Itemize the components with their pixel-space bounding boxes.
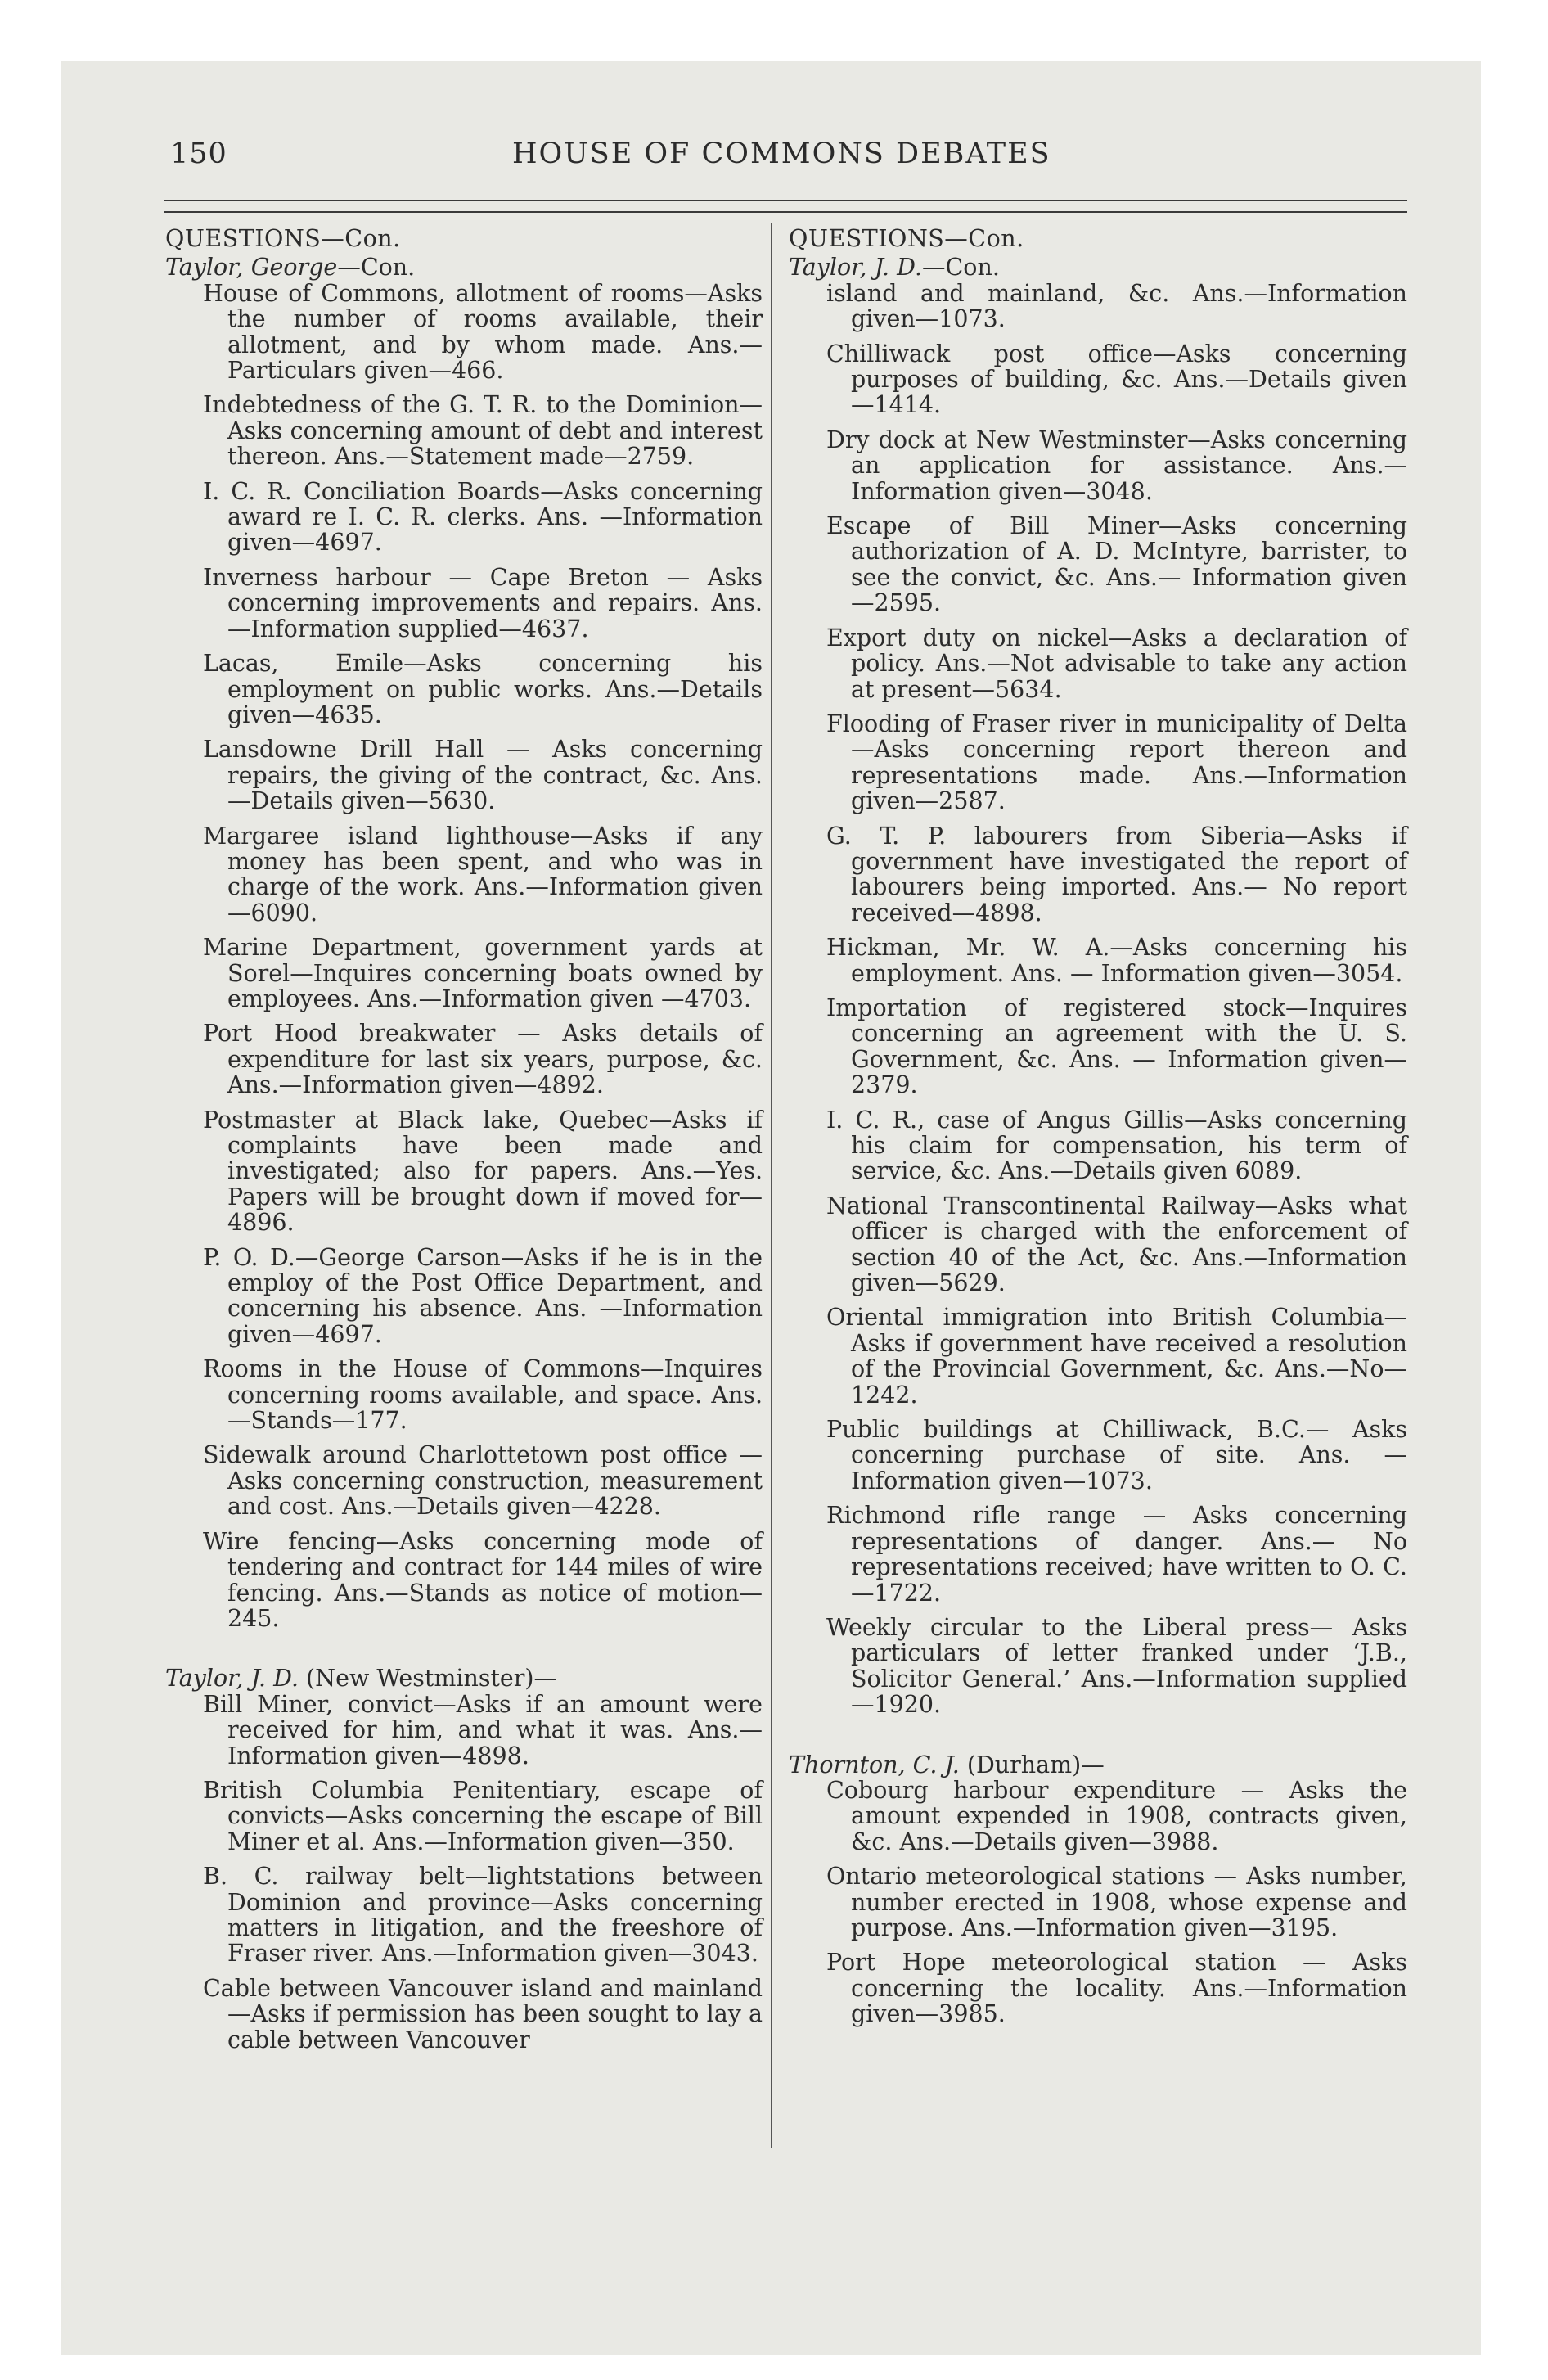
- index-entry: Bill Miner, convict—Asks if an amount were received for him, and what it was. Ans.—Information given—4898.: [203, 1690, 763, 1769]
- index-entry: House of Commons, allotment of rooms—Asks the number of rooms available, their allotment, and by whom made. Ans.—Particulars given—466.: [203, 279, 763, 385]
- index-entry: Chilliwack post office—Asks concerning purposes of building, &c. Ans.—Details given—1414.: [826, 340, 1407, 419]
- index-entry: island and mainland, &c. Ans.—Information given—1073.: [826, 279, 1407, 333]
- left-column: [165, 226, 763, 2062]
- continuation-head: QUESTIONS—Con.: [789, 225, 1024, 252]
- member-heading-suffix: (New Westminster)—: [299, 1665, 558, 1693]
- index-entry: Marine Department, government yards at Sorel—Inquires concerning boats owned by employees. Ans.—Information given —4703.: [203, 934, 763, 1012]
- index-entry: Oriental immigration into British Columbia—Asks if government have received a resolution of the Provincial Government, &c. Ans.—No—1242.: [826, 1304, 1407, 1409]
- index-entry: Cobourg harbour expenditure — Asks the amount expended in 1908, contracts given, &c. Ans.—Details given—3988.: [826, 1776, 1407, 1855]
- running-title: HOUSE OF COMMONS DEBATES: [512, 137, 1051, 170]
- member-name: Taylor, J. D.: [789, 254, 922, 282]
- index-entry: Wire fencing—Asks concerning mode of tendering and contract for 144 miles of wire fencing. Ans.—Stands as notice of motion—245.: [203, 1527, 763, 1632]
- index-entry: I. C. R., case of Angus Gillis—Asks concerning his claim for compensation, his term of service, &c. Ans.—Details given 6089.: [826, 1106, 1407, 1185]
- index-entry: Inverness harbour — Cape Breton — Asks concerning improvements and repairs. Ans.—Information supplied—4637.: [203, 563, 763, 642]
- member-heading: [165, 255, 763, 280]
- member-name: Thornton, C. J.: [789, 1751, 960, 1778]
- member-heading: [789, 255, 1407, 280]
- index-entry: Importation of registered stock—Inquires concerning an agreement with the U. S. Government, &c. Ans. — Information given—2379.: [826, 994, 1407, 1099]
- index-entry: Port Hope meteorological station — Asks concerning the locality. Ans.—Information given—3985.: [826, 1949, 1407, 2028]
- index-entry: Lacas, Emile—Asks concerning his employment on public works. Ans.—Details given—4635.: [203, 650, 763, 728]
- member-section: [165, 255, 763, 1631]
- index-entry: Postmaster at Black lake, Quebec—Asks if complaints have been made and investigated; also for papers. Ans.—Yes. Papers will be brought down if moved for—4896.: [203, 1106, 763, 1237]
- member-section: [789, 255, 1407, 1717]
- member-heading: [789, 1752, 1407, 1778]
- index-entry: Public buildings at Chilliwack, B.C.— Asks concerning purchase of site. Ans. —Information given—1073.: [826, 1416, 1407, 1494]
- index-entry: Escape of Bill Miner—Asks concerning authorization of A. D. McIntyre, barrister, to see the convict, &c. Ans.— Information given—2595.: [826, 512, 1407, 617]
- index-entry: Port Hood breakwater — Asks details of expenditure for last six years, purpose, &c. Ans.—Information given—4892.: [203, 1020, 763, 1099]
- index-entry: National Transcontinental Railway—Asks what officer is charged with the enforcement of section 40 of the Act, &c. Ans.—Information given—5629.: [826, 1192, 1407, 1297]
- index-entry: Rooms in the House of Commons—Inquires concerning rooms available, and space. Ans.—Stands—177.: [203, 1355, 763, 1435]
- index-entry: I. C. R. Conciliation Boards—Asks concerning award re I. C. R. clerks. Ans. —Information given—4697.: [203, 477, 763, 557]
- member-heading-suffix: —Con.: [337, 254, 416, 282]
- index-entry: Flooding of Fraser river in municipality of Delta—Asks concerning report thereon and representations made. Ans.—Information given—2587.: [826, 710, 1407, 815]
- member-name: Taylor, J. D.: [165, 1665, 299, 1693]
- index-entry: B. C. railway belt—lightstations between Dominion and province—Asks concerning matters in litigation, and the freeshore of Fraser river. Ans.—Information given—3043.: [203, 1863, 763, 1968]
- member-name: Taylor, George: [165, 254, 338, 282]
- index-entry: Margaree island lighthouse—Asks if any money has been spent, and who was in charge of the work. Ans.—Information given—6090.: [203, 822, 763, 926]
- index-entry: Lansdowne Drill Hall — Asks concerning repairs, the giving of the contract, &c. Ans.—Details given—5630.: [203, 736, 763, 815]
- index-entry: Weekly circular to the Liberal press— Asks particulars of letter franked under ‘J.B., Solicitor General.’ Ans.—Information supplied—1920.: [826, 1613, 1407, 1719]
- member-heading: [165, 1666, 763, 1691]
- right-column: [789, 226, 1407, 2036]
- index-entry: Export duty on nickel—Asks a declaration of policy. Ans.—Not advisable to take any action at present—5634.: [826, 624, 1407, 703]
- index-entry: Sidewalk around Charlottetown post office —Asks concerning construction, measurement and cost. Ans.—Details given—4228.: [203, 1441, 763, 1521]
- index-entry: Dry dock at New Westminster—Asks concerning an application for assistance. Ans.—Information given—3048.: [826, 426, 1407, 505]
- index-entry: G. T. P. labourers from Siberia—Asks if government have investigated the report of labourers being imported. Ans.— No report received—4898.: [826, 822, 1407, 926]
- header-rule-bottom: [164, 211, 1407, 213]
- member-heading-suffix: (Durham)—: [959, 1751, 1105, 1778]
- member-heading-suffix: —Con.: [922, 254, 1000, 282]
- index-entry: British Columbia Penitentiary, escape of convicts—Asks concerning the escape of Bill Miner et al. Ans.—Information given—350.: [203, 1776, 763, 1855]
- continuation-head: QUESTIONS—Con.: [165, 225, 401, 252]
- header-rule-top: [164, 200, 1407, 201]
- index-entry: Richmond rifle range — Asks concerning representations of danger. Ans.— No representations received; have written to O. C.—1722.: [826, 1502, 1407, 1607]
- index-entry: Indebtedness of the G. T. R. to the Dominion—Asks concerning amount of debt and interest thereon. Ans.—Statement made—2759.: [203, 391, 763, 471]
- member-section: [789, 1752, 1407, 2027]
- index-entry: Ontario meteorological stations — Asks number, number erected in 1908, whose expense and purpose. Ans.—Information given—3195.: [826, 1863, 1407, 1941]
- member-section: [165, 1666, 763, 2053]
- index-entry: Hickman, Mr. W. A.—Asks concerning his employment. Ans. — Information given—3054.: [826, 934, 1407, 987]
- index-entry: Cable between Vancouver island and mainland—Asks if permission has been sought to lay a cable between Vancouver: [203, 1974, 763, 2053]
- page-number: 150: [170, 137, 227, 170]
- index-entry: P. O. D.—George Carson—Asks if he is in the employ of the Post Office Department, and concerning his absence. Ans. —Information given—4697.: [203, 1243, 763, 1348]
- column-divider: [771, 223, 772, 2148]
